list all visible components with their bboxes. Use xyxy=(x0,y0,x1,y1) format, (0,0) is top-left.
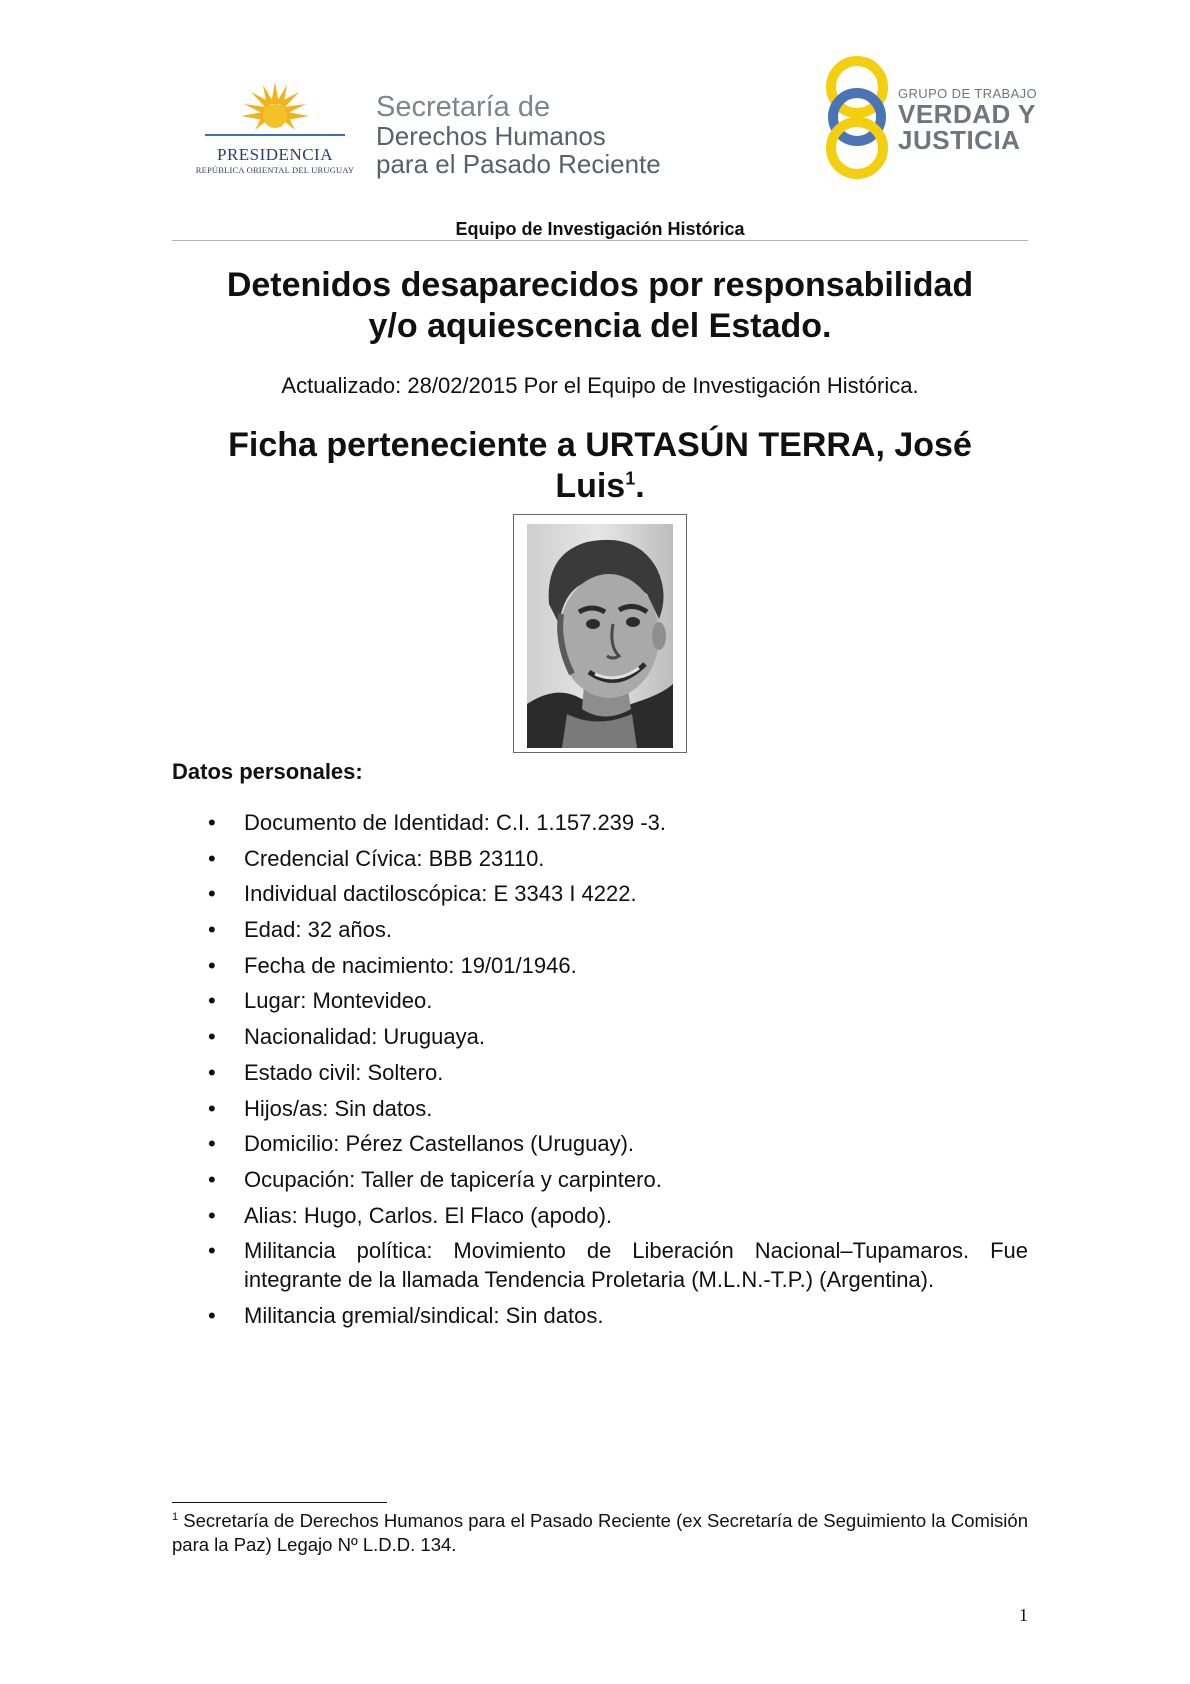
bullet-icon: • xyxy=(208,917,216,943)
title-line-1: Detenidos desaparecidos por responsabilidad xyxy=(226,266,974,304)
section-heading-personal-data: Datos personales: xyxy=(172,759,363,784)
ficha-line-2 xyxy=(172,466,1028,507)
list-item xyxy=(172,1058,1028,1087)
grupo-line-2: VERDAD Y xyxy=(898,99,1036,129)
item-text: Credencial Cívica: BBB 23110. xyxy=(244,845,545,871)
document-title xyxy=(172,265,1028,347)
item-text: Hijos/as: Sin datos. xyxy=(244,1095,433,1121)
item-text: Militancia política: Movimiento de Liberación Nacional–Tupamaros. Fue integrante de la llamada Tendencia Proletaria (M.L.N.-T.P.) (Argentina). xyxy=(244,1238,1028,1293)
list-item xyxy=(172,1201,1028,1230)
item-text: Estado civil: Soltero. xyxy=(244,1059,444,1085)
footnote-mark: 1 xyxy=(172,1510,179,1523)
ficha-heading xyxy=(172,425,1028,507)
secretaria-line-1: Secretaría de xyxy=(376,91,551,123)
bullet-icon: • xyxy=(208,988,216,1014)
item-text: Nacionalidad: Uruguaya. xyxy=(244,1024,485,1050)
grupo-line-3: JUSTICIA xyxy=(898,125,1021,155)
bullet-icon: • xyxy=(208,810,216,835)
item-text: Militancia gremial/sindical: Sin datos. xyxy=(244,1302,604,1328)
verdad-justicia-logo-text xyxy=(898,86,1037,153)
photo-frame xyxy=(513,514,687,753)
footnote xyxy=(172,1509,1028,1557)
list-item xyxy=(172,986,1028,1015)
team-heading: Equipo de Investigación Histórica xyxy=(455,219,745,239)
list-item xyxy=(172,1094,1028,1123)
bullet-icon: • xyxy=(208,1095,216,1121)
secretaria-logo-text xyxy=(376,92,661,178)
portrait-photo xyxy=(527,524,673,748)
bullet-icon: • xyxy=(208,1024,216,1050)
item-text: Alias: Hugo, Carlos. El Flaco (apodo). xyxy=(244,1202,613,1228)
item-text: Ocupación: Taller de tapicería y carpintero. xyxy=(244,1166,662,1192)
list-item xyxy=(172,1022,1028,1051)
verdad-justicia-rings-logo xyxy=(822,55,892,180)
grupo-line-1: GRUPO DE TRABAJO xyxy=(898,86,1038,101)
updated-line: Actualizado: 28/02/2015 Por el Equipo de Investigación Histórica. xyxy=(281,373,919,398)
bullet-icon: • xyxy=(208,1131,216,1157)
bullet-icon: • xyxy=(208,845,216,871)
page-header xyxy=(0,0,1190,200)
secretaria-line-3: para el Pasado Reciente xyxy=(376,149,661,179)
list-item xyxy=(172,915,1028,944)
item-text: Individual dactiloscópica: E 3343 I 4222. xyxy=(244,881,637,907)
bullet-icon: • xyxy=(208,952,216,978)
footnote-divider xyxy=(172,1502,387,1503)
title-line-2: y/o aquiescencia del Estado. xyxy=(368,307,832,345)
item-text: Fecha de nacimiento: 19/01/1946. xyxy=(244,952,577,978)
ficha-period: . xyxy=(635,467,645,505)
list-item xyxy=(172,1165,1028,1194)
list-item xyxy=(172,808,1028,837)
ficha-line-1: Ficha perteneciente a URTASÚN TERRA, José xyxy=(228,426,972,464)
header-divider xyxy=(172,240,1028,241)
list-item xyxy=(172,951,1028,980)
list-item xyxy=(172,1236,1028,1294)
footnote-text: Secretaría de Derechos Humanos para el Pasado Reciente (ex Secretaría de Seguimiento la Comisión para la Paz) Legajo Nº L.D.D. 134. xyxy=(172,1510,1028,1555)
list-item xyxy=(172,1129,1028,1158)
bullet-icon: • xyxy=(208,1202,216,1228)
bullet-icon: • xyxy=(208,1166,216,1192)
item-text: Lugar: Montevideo. xyxy=(244,988,433,1014)
footnote-ref[interactable]: 1 xyxy=(625,468,636,489)
presidencia-subtitle: REPÚBLICA ORIENTAL DEL URUGUAY xyxy=(195,165,355,175)
bullet-icon: • xyxy=(208,1302,216,1328)
presidencia-name: PRESIDENCIA xyxy=(216,145,333,164)
secretaria-line-2: Derechos Humanos xyxy=(376,121,606,151)
bullet-icon: • xyxy=(208,1238,216,1264)
list-item xyxy=(172,879,1028,908)
list-item xyxy=(172,1301,1028,1330)
list-item xyxy=(172,844,1028,873)
item-text: Domicilio: Pérez Castellanos (Uruguay). xyxy=(244,1131,635,1157)
page-number: 1 xyxy=(1019,1605,1028,1625)
bullet-icon: • xyxy=(208,881,216,907)
personal-data-list xyxy=(172,808,1028,1337)
bullet-icon: • xyxy=(208,1059,216,1085)
ficha-name-end: Luis xyxy=(555,467,626,505)
item-text: Edad: 32 años. xyxy=(244,917,393,943)
item-text: Documento de Identidad: C.I. 1.157.239 -3. xyxy=(244,810,666,835)
